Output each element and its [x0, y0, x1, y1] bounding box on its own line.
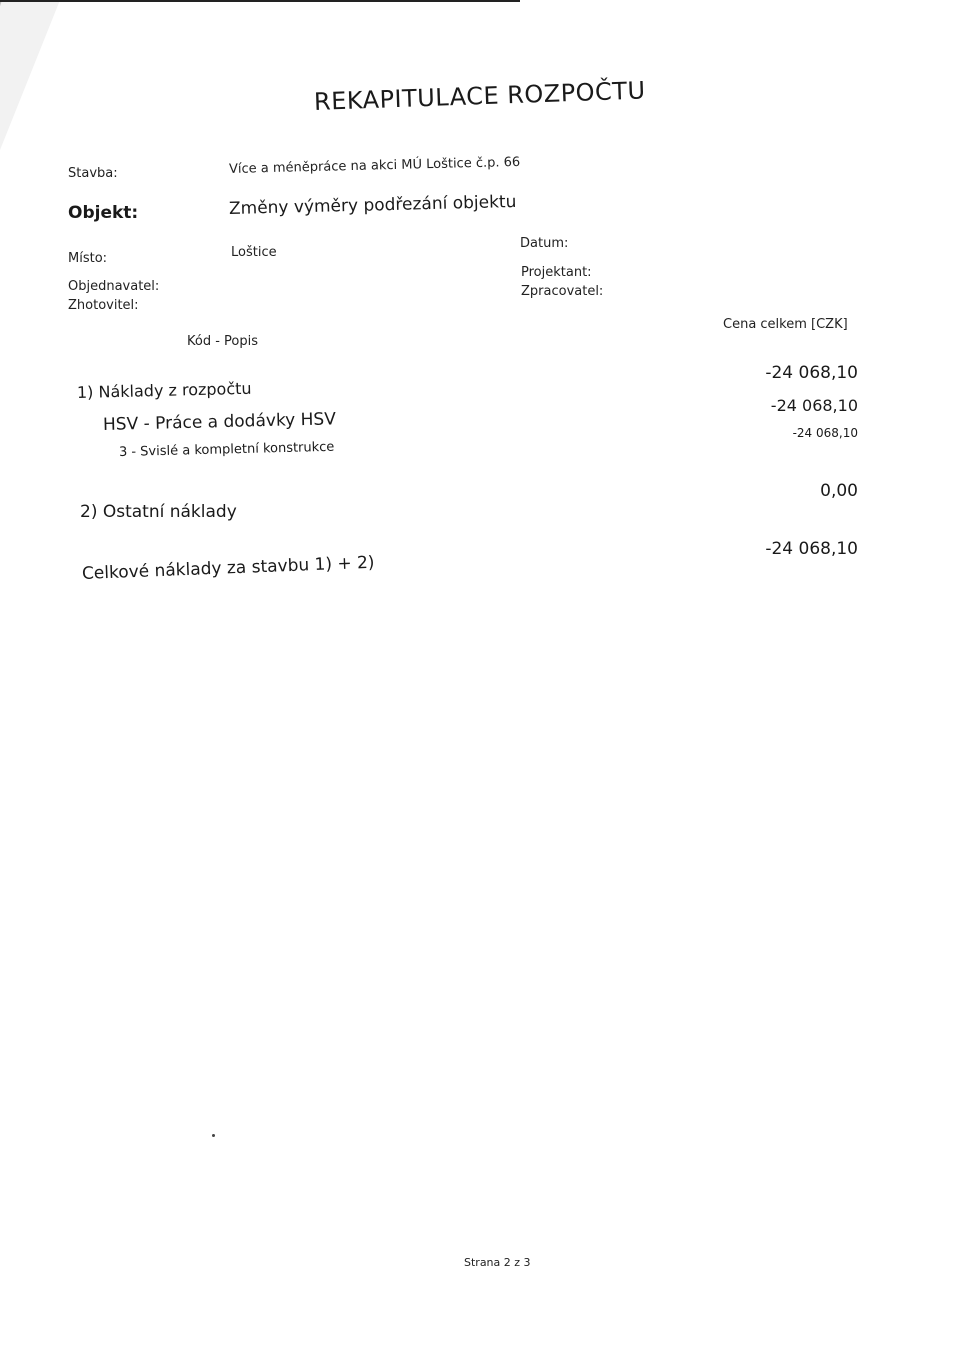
- misto-value: Loštice: [231, 245, 277, 260]
- total-value: -24 068,10: [765, 539, 858, 559]
- zhotovitel-label: Zhotovitel:: [68, 298, 139, 313]
- datum-label: Datum:: [520, 236, 569, 251]
- stavba-value: Více a méněpráce na akci MÚ Loštice č.p. 66: [228, 154, 521, 177]
- section1-label: 1) Náklady z rozpočtu: [76, 378, 252, 402]
- stavba-label: Stavba:: [68, 166, 118, 181]
- zpracovatel-label: Zpracovatel:: [521, 284, 604, 299]
- column-header-code: Kód - Popis: [187, 334, 259, 349]
- objekt-value: Změny výměry podřezání objektu: [228, 191, 517, 219]
- objednavatel-label: Objednavatel:: [68, 279, 160, 294]
- section2-label: 2) Ostatní náklady: [80, 502, 237, 522]
- total-label: Celkové náklady za stavbu 1) + 2): [81, 552, 375, 584]
- projektant-label: Projektant:: [521, 265, 592, 280]
- section1-value: -24 068,10: [765, 363, 858, 383]
- scan-speck: [212, 1134, 215, 1137]
- scan-top-border: [0, 0, 520, 2]
- section2-value: 0,00: [820, 481, 858, 501]
- hsv-label: HSV - Práce a dodávky HSV: [102, 409, 337, 435]
- page-number: Strana 2 z 3: [464, 1256, 531, 1269]
- document-title: REKAPITULACE ROZPOČTU: [313, 76, 646, 116]
- sub3-value: -24 068,10: [792, 426, 858, 440]
- sub3-label: 3 - Svislé a kompletní konstrukce: [118, 439, 335, 460]
- misto-label: Místo:: [68, 251, 108, 266]
- objekt-label: Objekt:: [68, 203, 139, 223]
- column-header-price: Cena celkem [CZK]: [723, 317, 848, 332]
- scan-corner-shadow: [0, 0, 60, 150]
- hsv-value: -24 068,10: [770, 396, 858, 415]
